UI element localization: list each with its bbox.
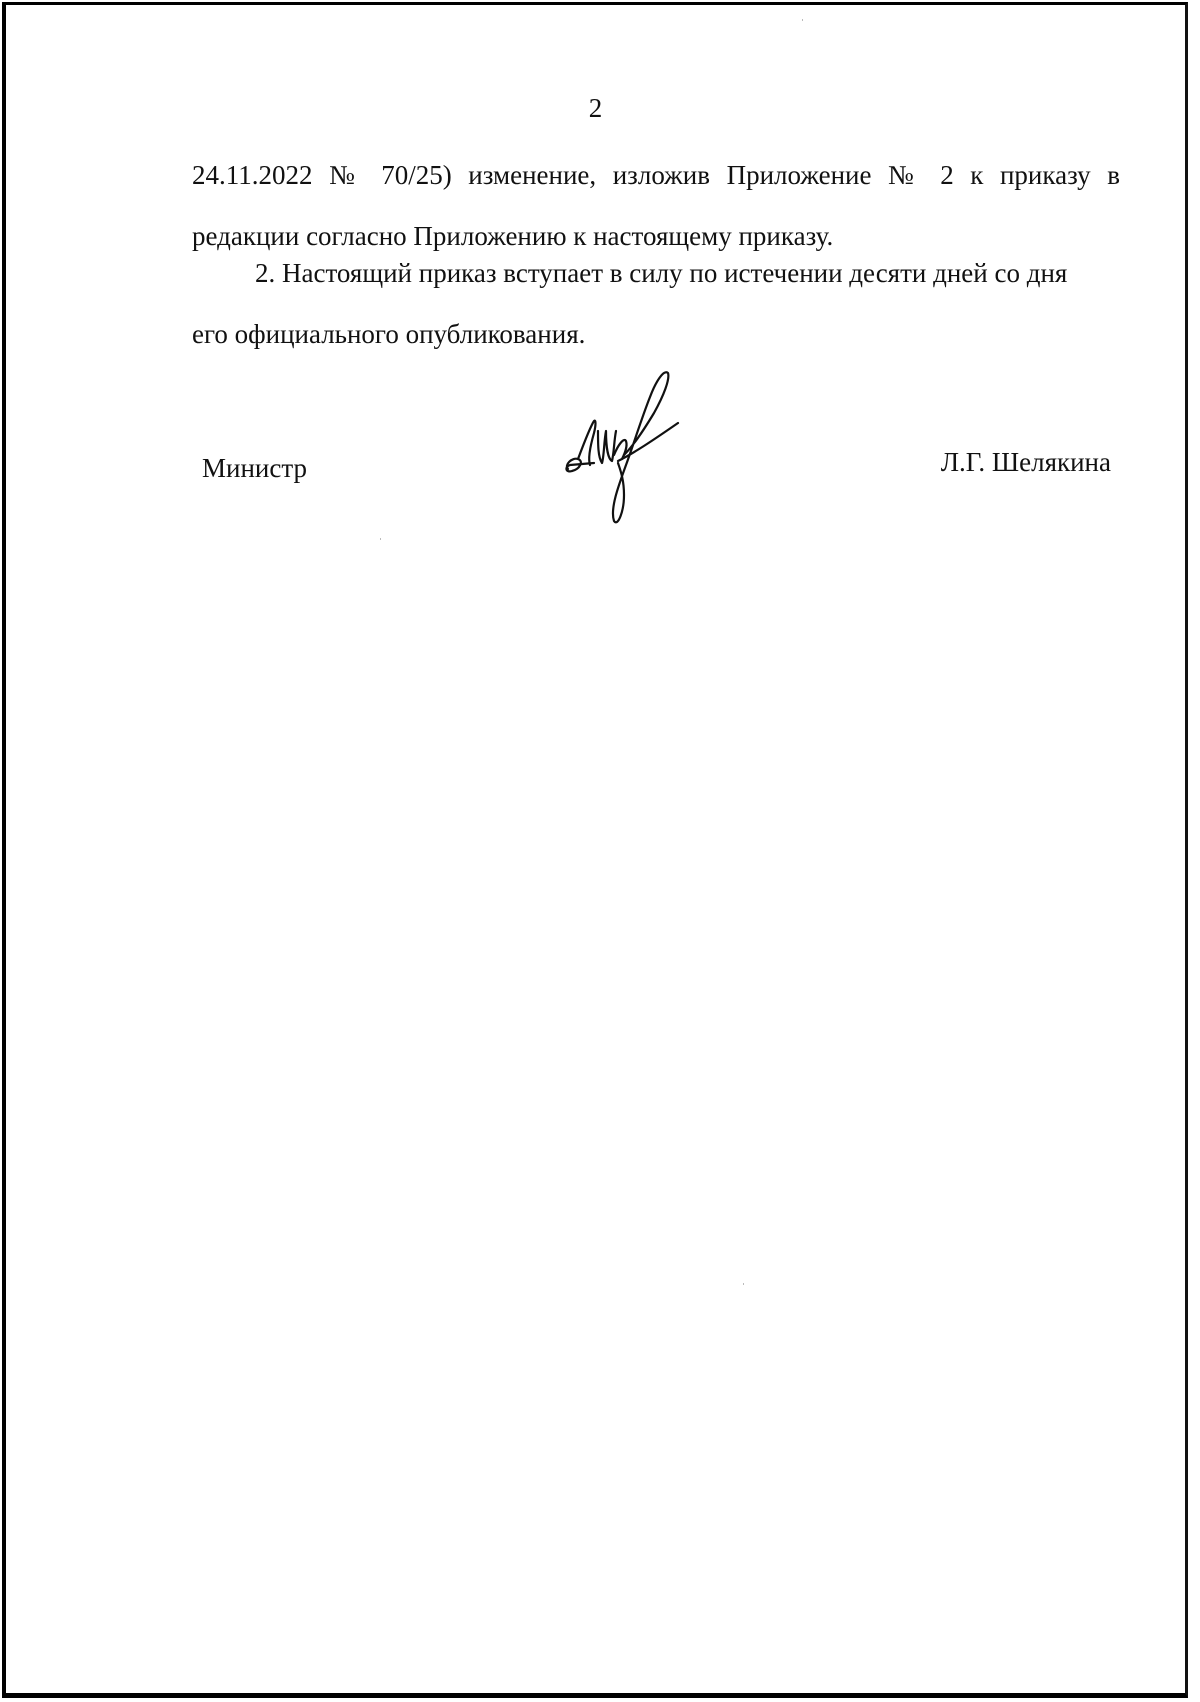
- handwritten-signature: [554, 361, 714, 531]
- scan-speck: [743, 1283, 744, 1285]
- signatory-name: Л.Г. Шелякина: [940, 447, 1111, 477]
- scan-speck: [380, 538, 381, 540]
- paragraph-1-line-2: редакции согласно Приложению к настоящему приказу.: [192, 221, 834, 251]
- paragraph-1-line-1: 24.11.2022 № 70/25) изменение, изложив Приложение № 2 к приказу в: [192, 160, 1120, 190]
- signatory-role: Министр: [202, 453, 307, 483]
- document-page: [2, 2, 1188, 1698]
- paragraph-2-line-2: его официального опубликования.: [192, 319, 586, 349]
- paragraph-2-line-1: 2. Настоящий приказ вступает в силу по истечении десяти дней со дня: [255, 258, 1068, 288]
- paragraph-2: [192, 243, 1120, 365]
- page-number: 2: [588, 93, 603, 123]
- scan-speck: [802, 19, 803, 21]
